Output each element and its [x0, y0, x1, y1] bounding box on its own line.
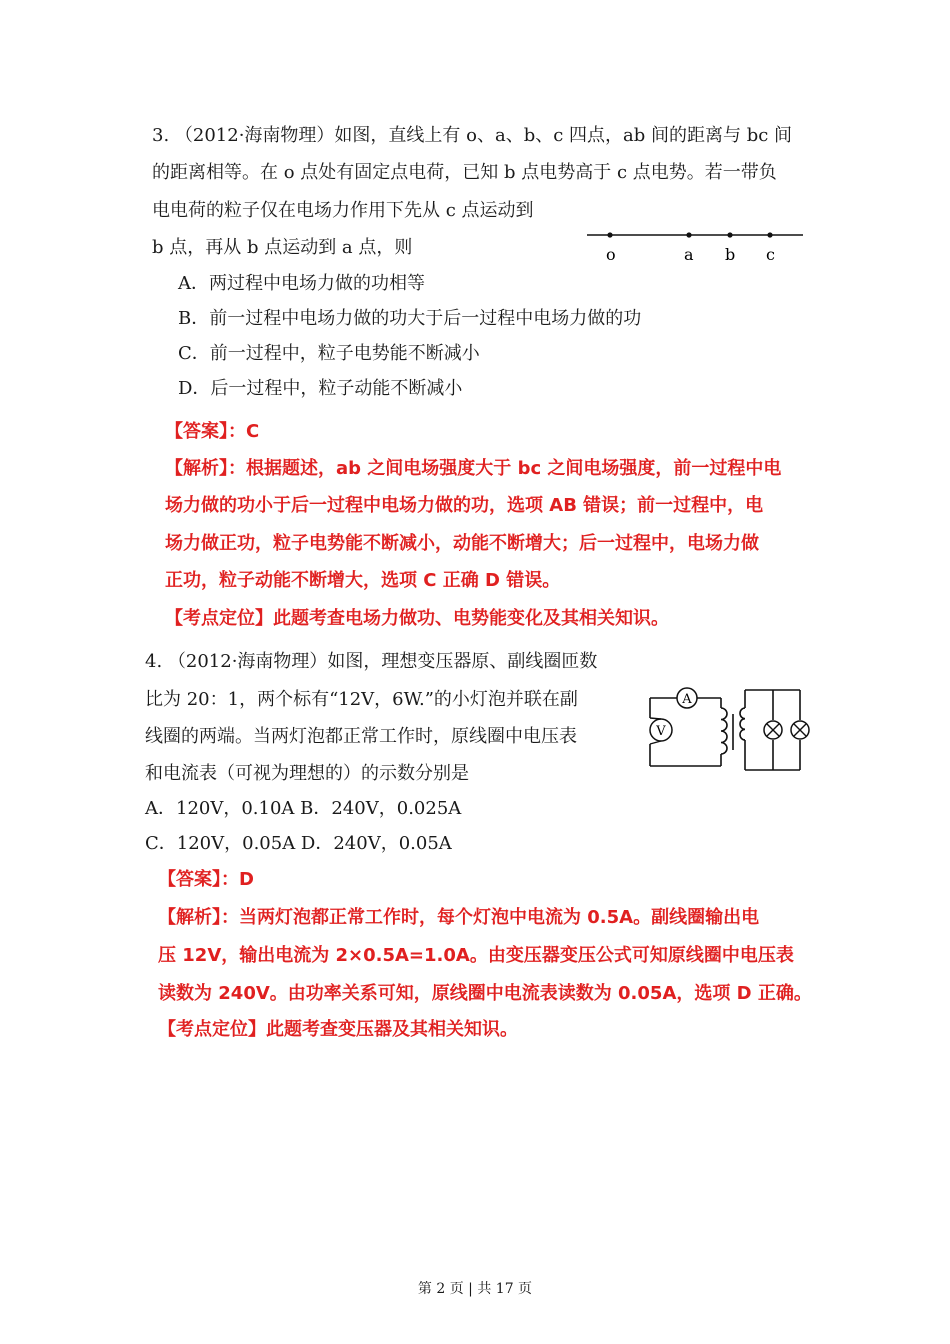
q3-stem-line-2: 的距离相等。在 o 点处有固定点电荷，已知 b 点电势高于 c 点电势。若一带负 [152, 162, 777, 183]
q3-analysis-line-2: 场力做的功小于后一过程中电场力做的功，选项 AB 错误；前一过程中，电 [165, 495, 764, 516]
q4-stem-line-2: 比为 20：1，两个标有“12V，6W.”的小灯泡并联在副 [145, 689, 578, 710]
q3-option-a: A．两过程中电场力做的功相等 [178, 273, 425, 294]
point-a-label: a [684, 245, 694, 264]
point-c-label: c [766, 245, 775, 264]
q4-analysis-line-1: 【解析】：当两灯泡都正常工作时，每个灯泡中电流为 0.5A。副线圈输出电 [158, 907, 760, 928]
q3-option-d: D．后一过程中，粒子动能不断减小 [178, 378, 463, 399]
q4-options-row-1: A．120V，0.10A B．240V，0.025A [145, 798, 462, 819]
voltmeter-label: V [656, 724, 666, 739]
q3-stem-line-4: b 点，再从 b 点运动到 a 点，则 [152, 237, 413, 258]
q3-analysis-line-4: 正功，粒子动能不断增大，选项 C 正确 D 错误。 [165, 570, 561, 591]
point-b-label: b [725, 245, 736, 264]
transformer-circuit-figure [643, 678, 815, 774]
q3-analysis-line-1: 【解析】：根据题述，ab 之间电场强度大于 bc 之间电场强度，前一过程中电 [165, 458, 782, 479]
q3-option-b: B．前一过程中电场力做的功大于后一过程中电场力做的功 [178, 308, 642, 329]
q4-stem-line-1: 4. （2012·海南物理）如图，理想变压器原、副线圈匝数 [145, 651, 598, 672]
q3-line-figure [585, 222, 805, 266]
ammeter-label: A [682, 692, 692, 707]
point-o-label: o [606, 245, 616, 264]
q3-answer: 【答案】：C [165, 421, 260, 442]
q4-analysis-line-2: 压 12V，输出电流为 2×0.5A=1.0A。由变压器变压公式可知原线圈中电压表 [158, 945, 794, 966]
q3-stem-line-1: 3. （2012·海南物理）如图，直线上有 o、a、b、c 四点，ab 间的距离与 bc 间 [152, 125, 793, 146]
lamp-icon [764, 721, 782, 739]
q3-analysis-line-3: 场力做正功，粒子电势能不断减小，动能不断增大；后一过程中，电场力做 [165, 533, 759, 554]
q4-options-row-2: C．120V，0.05A D．240V，0.05A [145, 833, 452, 854]
q4-stem-line-3: 线圈的两端。当两灯泡都正常工作时，原线圈中电压表 [145, 726, 577, 747]
lamp-icon [791, 721, 809, 739]
q3-option-c: C．前一过程中，粒子电势能不断减小 [178, 343, 480, 364]
q4-analysis-line-3: 读数为 240V。由功率关系可知，原线圈中电流表读数为 0.05A，选项 D 正确。 [158, 983, 812, 1004]
q4-knowledge-point: 【考点定位】此题考查变压器及其相关知识。 [158, 1019, 518, 1040]
q3-knowledge-point: 【考点定位】此题考查电场力做功、电势能变化及其相关知识。 [165, 608, 669, 629]
q4-answer: 【答案】：D [158, 869, 254, 890]
page-footer: 第 2 页 | 共 17 页 [417, 1281, 533, 1297]
q4-stem-line-4: 和电流表（可视为理想的）的示数分别是 [145, 763, 469, 784]
q3-stem-line-3: 电电荷的粒子仅在电场力作用下先从 c 点运动到 [152, 200, 534, 221]
